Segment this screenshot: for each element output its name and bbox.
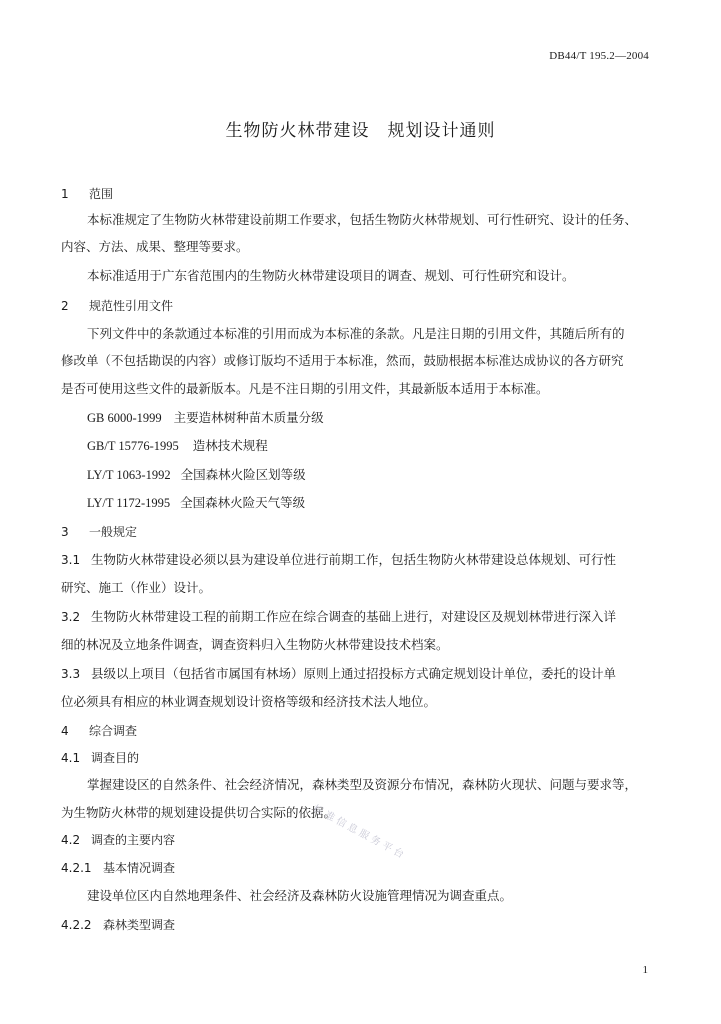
clause-3-1-text: 生物防火林带建设必须以县为建设单位进行前期工作，包括生物防火林带建设总体规划、可行性 <box>91 552 617 567</box>
clause-3-1-line-1 <box>61 552 661 568</box>
subsection-4-2-2-heading <box>61 917 661 933</box>
subsection-4-1-paragraph-line-2: 为生物防火林带的规划建设提供切合实际的依据。 <box>61 805 337 820</box>
section-4-heading <box>61 723 661 739</box>
section-4-title: 综合调查 <box>89 724 138 738</box>
subsection-4-2-1-paragraph-line-1: 建设单位区内自然地理条件、社会经济及森林防火设施管理情况为调查重点。 <box>87 888 513 903</box>
section-1-heading <box>61 186 661 202</box>
section-1-number: 1 <box>61 187 69 201</box>
reference-code: GB 6000-1999 <box>87 411 162 425</box>
reference-name: 全国森林火险天气等级 <box>180 495 306 510</box>
section-2-heading <box>61 298 661 314</box>
clause-3-1-line-2: 研究、施工（作业）设计。 <box>61 580 212 595</box>
clause-3-1-number: 3.1 <box>61 553 81 567</box>
section-2-paragraph-line-1: 下列文件中的条款通过本标准的引用而成为本标准的条款。凡是注日期的引用文件，其随后所有的 <box>87 326 625 341</box>
subsection-4-2-1-title: 基本情况调查 <box>103 861 176 875</box>
subsection-4-2-2-title: 森林类型调查 <box>103 918 176 932</box>
clause-3-2-number: 3.2 <box>61 610 81 624</box>
section-1-paragraph-1-line-1: 本标准规定了生物防火林带建设前期工作要求，包括生物防火林带规划、可行性研究、设计的任务、 <box>87 212 638 227</box>
document-code: DB44/T 195.2—2004 <box>549 50 649 62</box>
clause-3-3-text: 县级以上项目（包括省市属国有林场）原则上通过招投标方式确定规划设计单位，委托的设计单 <box>91 666 617 681</box>
watermark: 标准信息服务平台 <box>310 803 408 863</box>
reference-name: 造林技术规程 <box>192 438 268 453</box>
subsection-4-2-1-heading <box>61 860 661 876</box>
section-3-heading <box>61 524 661 540</box>
section-2-paragraph-line-2: 修改单（不包括勘误的内容）或修订版均不适用于本标准，然而，鼓励根据本标准达成协议的各方研究 <box>61 353 624 368</box>
reference-name: 全国森林火险区划等级 <box>180 467 306 482</box>
section-2-paragraph-line-3: 是否可使用这些文件的最新版本。凡是不注日期的引用文件，其最新版本适用于本标准。 <box>61 381 549 396</box>
subsection-4-2-2-number: 4.2.2 <box>61 918 92 932</box>
subsection-4-1-heading <box>61 750 661 766</box>
subsection-4-1-title: 调查目的 <box>91 751 140 765</box>
clause-3-2-text: 生物防火林带建设工程的前期工作应在综合调查的基础上进行，对建设区及规划林带进行深入详 <box>91 609 617 624</box>
subsection-4-1-paragraph-line-1: 掌握建设区的自然条件、社会经济情况，森林类型及资源分布情况，森林防火现状、问题与要求等， <box>87 777 638 792</box>
reference-name: 主要造林树种苗木质量分级 <box>173 410 324 425</box>
reference-code: GB/T 15776-1995 <box>87 439 179 453</box>
reference-item <box>87 410 687 426</box>
reference-code: LY/T 1172-1995 <box>87 496 171 510</box>
reference-item <box>87 467 687 483</box>
clause-3-2-line-1 <box>61 609 661 625</box>
reference-code: LY/T 1063-1992 <box>87 468 171 482</box>
subsection-4-1-number: 4.1 <box>61 751 81 765</box>
section-1-paragraph-2-line-1: 本标准适用于广东省范围内的生物防火林带建设项目的调查、规划、可行性研究和设计。 <box>87 268 575 283</box>
clause-3-2-line-2: 细的林况及立地条件调查，调查资料归入生物防火林带建设技术档案。 <box>61 637 449 652</box>
clause-3-3-line-2: 位必须具有相应的林业调查规划设计资格等级和经济技术法人地位。 <box>61 694 437 709</box>
section-1-paragraph-1-line-2: 内容、方法、成果、整理等要求。 <box>61 239 249 254</box>
section-2-title: 规范性引用文件 <box>89 299 174 313</box>
clause-3-3-number: 3.3 <box>61 667 81 681</box>
subsection-4-2-number: 4.2 <box>61 833 81 847</box>
reference-item <box>87 438 687 454</box>
section-1-title: 范围 <box>89 187 114 201</box>
subsection-4-2-1-number: 4.2.1 <box>61 861 92 875</box>
section-3-title: 一般规定 <box>89 525 138 539</box>
page-number: 1 <box>642 964 648 976</box>
section-2-number: 2 <box>61 299 69 313</box>
reference-item <box>87 495 687 511</box>
subsection-4-2-title: 调查的主要内容 <box>91 833 176 847</box>
section-4-number: 4 <box>61 724 69 738</box>
clause-3-3-line-1 <box>61 666 661 682</box>
section-3-number: 3 <box>61 525 69 539</box>
document-title: 生物防火林带建设 规划设计通则 <box>225 121 496 141</box>
